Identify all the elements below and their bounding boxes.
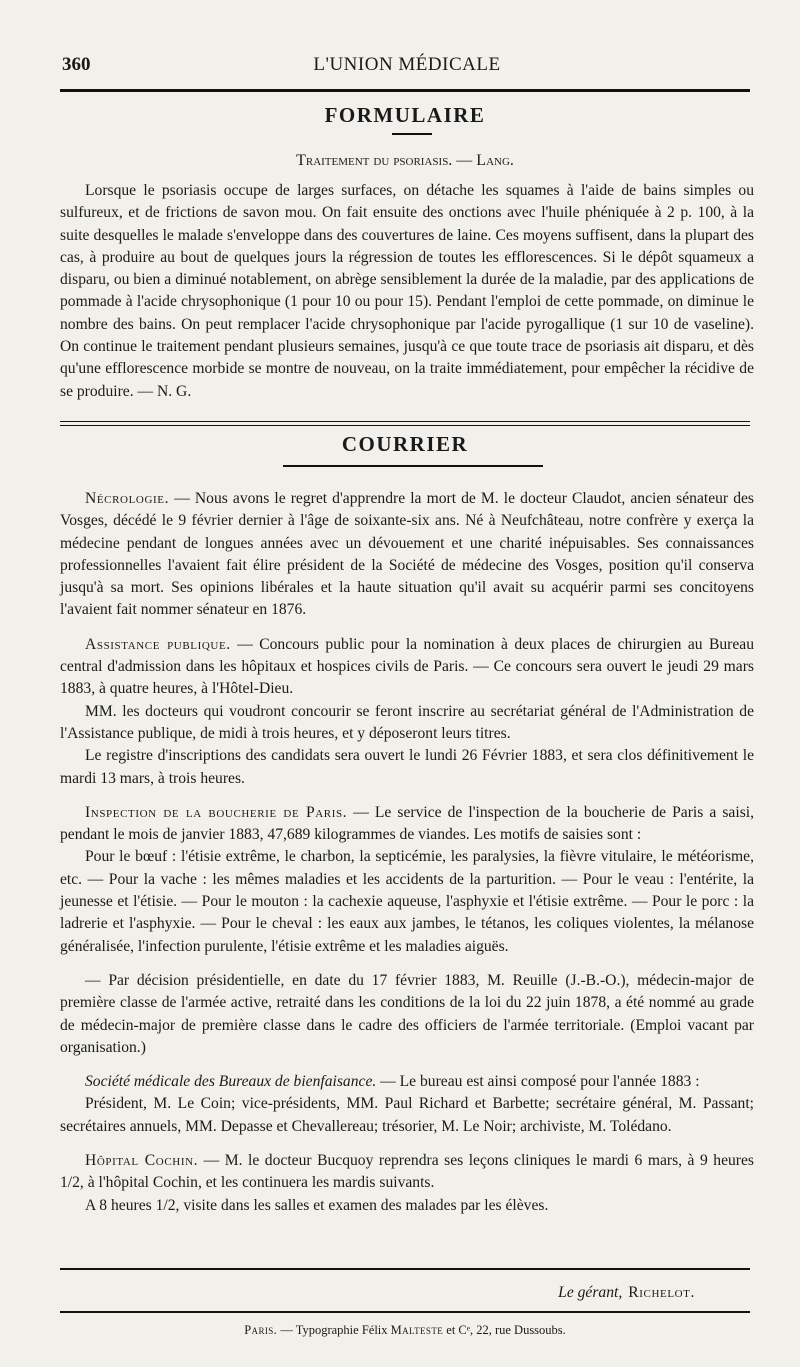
courrier-title: COURRIER bbox=[341, 432, 469, 456]
cochin-label: Hôpital Cochin. bbox=[85, 1152, 199, 1170]
societe-text: — Le bureau est ainsi composé pour l'année 1883 : bbox=[376, 1073, 700, 1091]
societe-paragraph bbox=[60, 1071, 754, 1093]
signature-role: Le gérant, bbox=[558, 1284, 623, 1301]
assistance-paragraph-3: Le registre d'inscriptions des candidats sera ouvert le lundi 26 Février 1883, et sera clos définitivement le mardi 13 mars, à trois heures. bbox=[60, 747, 754, 787]
footer-text-before: — Typographie Félix bbox=[277, 1323, 391, 1337]
necrologie-text: — Nous avons le regret d'apprendre la mort de M. le docteur Claudot, ancien sénateur des Vosges, décédé le 9 février dernier à l'âge de soixante-six ans. Né à Neufchâteau, notre confrère y exerça la médecine pendant de longues années avec un dévouement et une charité inépuisables. Ses connaissances professionnelles l'avaient fait élire président de la Société de médecine des Vosges, position qu'il conserva jusqu'à sa mort. Ses opinions libérales et la haute situation qu'il avait su acquérir parmi ses concitoyens l'avaient fait nommer sénateur en 1876. bbox=[60, 490, 754, 619]
courrier-title-rule bbox=[283, 465, 543, 467]
cochin-paragraph-2: A 8 heures 1/2, visite dans les salles et examen des malades par les élèves. bbox=[85, 1196, 549, 1214]
cochin-text: — M. le docteur Bucquoy reprendra ses leçons cliniques le mardi 6 mars, à 9 heures 1/2, à l'hôpital Cochin, et les continuera les mardis suivants. bbox=[60, 1152, 754, 1192]
printer-footer bbox=[60, 1323, 750, 1338]
boucherie-label: Inspection de la boucherie de Paris. bbox=[85, 803, 348, 821]
signature bbox=[558, 1284, 695, 1302]
assistance-paragraph-2: MM. les docteurs qui voudront concourir se feront inscrire au secrétariat général de l'Administration de l'Assistance publique, de midi à trois heures, et y déposeront leurs titres. bbox=[60, 702, 754, 742]
necrologie-label: Nécrologie. bbox=[85, 490, 170, 507]
societe-paragraph-2: Président, M. Le Coin; vice-présidents, MM. Paul Richard et Barbette; secrétaire général, M. Passant; secrétaires annuels, MM. Depasse et Chevallereau; trésorier, M. Le Noir; archiviste, M. Tolédano. bbox=[60, 1095, 754, 1135]
formulaire-subtitle: Traitement du psoriasis. — Lang. bbox=[296, 152, 514, 169]
necrologie-paragraph bbox=[60, 488, 754, 622]
boucherie-paragraph-2: Pour le bœuf : l'étisie extrême, le charbon, la septicémie, les paralysies, la fièvre vitulaire, le météorisme, etc. — Pour la vache : les mêmes maladies et les accidents de la parturition. — Pour le veau : l'entérite, la jeunesse et l'étisie. — Pour le mouton : la cachexie aqueuse, l'asphyxie et l'étisie extrême. — Pour le porc : la ladrerie et l'asphyxie. — Pour le cheval : les eaux aux jambes, le tétanos, les coliques violentes, la mélanose généralisée, l'infection purulente, l'étisie extrême et les maladies aiguës. bbox=[60, 848, 754, 955]
signature-name: Richelot. bbox=[628, 1284, 695, 1301]
section-divider-top bbox=[60, 421, 750, 422]
header-rule bbox=[60, 89, 750, 92]
page-number: 360 bbox=[62, 54, 91, 75]
societe-label: Société médicale des Bureaux de bienfaisance. bbox=[85, 1073, 377, 1091]
cochin-paragraph bbox=[60, 1150, 754, 1195]
footer-printer: Malteste bbox=[390, 1323, 444, 1337]
journal-title: L'UNION MÉDICALE bbox=[313, 54, 501, 75]
footer-rule bbox=[60, 1311, 750, 1313]
formulaire-title-rule bbox=[392, 133, 432, 135]
assistance-label: Assistance publique. bbox=[85, 635, 231, 653]
footer-city: Paris. bbox=[244, 1323, 278, 1337]
courrier-body bbox=[60, 488, 754, 1217]
formulaire-title: FORMULAIRE bbox=[324, 103, 486, 127]
decision-paragraph: — Par décision présidentielle, en date du 17 février 1883, M. Reuille (J.-B.-O.), médecin-major de première classe de l'armée active, retraité dans les conditions de la loi du 22 juin 1878, a été nommé au grade de médecin-major de première classe dans le cadre des officiers de l'armée territoriale. (Emploi vacant par organisation.) bbox=[60, 971, 754, 1056]
end-rule bbox=[60, 1268, 750, 1270]
formulaire-body bbox=[60, 180, 754, 403]
boucherie-paragraph bbox=[60, 802, 754, 847]
page-header bbox=[62, 50, 752, 84]
assistance-paragraph bbox=[60, 634, 754, 701]
footer-text-after: et Cᵉ, 22, rue Dussoubs. bbox=[443, 1323, 566, 1337]
boucherie-text: — Le service de l'inspection de la boucherie de Paris a saisi, pendant le mois de janvier 1883, 47,689 kilogrammes de viandes. Les motifs de saisies sont : bbox=[60, 803, 754, 844]
section-divider-bottom bbox=[60, 425, 750, 426]
assistance-text: — Concours public pour la nomination à deux places de chirurgien au Bureau central d'admission dans les hôpitaux et hospices civils de Paris. — Ce concours sera ouvert le jeudi 29 mars 1883, à quatre heures, à l'Hôtel-Dieu. bbox=[60, 635, 754, 698]
formulaire-paragraph: Lorsque le psoriasis occupe de larges surfaces, on détache les squames à l'aide de bains simples ou sulfureux, et de frictions de savon mou. On fait ensuite des onctions avec l'huile phéniquée à 2 p. 100, à la suite desquelles le malade s'enveloppe dans des couvertures de laine. Ces moyens suffisent, dans la plupart des cas, à produire au bout de quelques jours la régression de toutes les efflorescences. Si le dépôt squameux a disparu, ou bien a diminué notablement, on abrège sensiblement la durée de la maladie, par des applications de pommade à l'acide chrysophonique (1 pour 10 ou pour 15). Pendant l'emploi de cette pommade, on diminue le nombre des bains. On peut remplacer l'acide chrysophonique par l'acide pyrogallique (1 sur 10 de vaseline). On continue le traitement pendant plusieurs semaines, jusqu'à ce que toute trace de psoriasis ait disparu, et dès qu'une efflorescence morbide se montre de nouveau, on la traite immédiatement, pour empêcher la récidive de se produire. — N. G. bbox=[60, 182, 754, 400]
